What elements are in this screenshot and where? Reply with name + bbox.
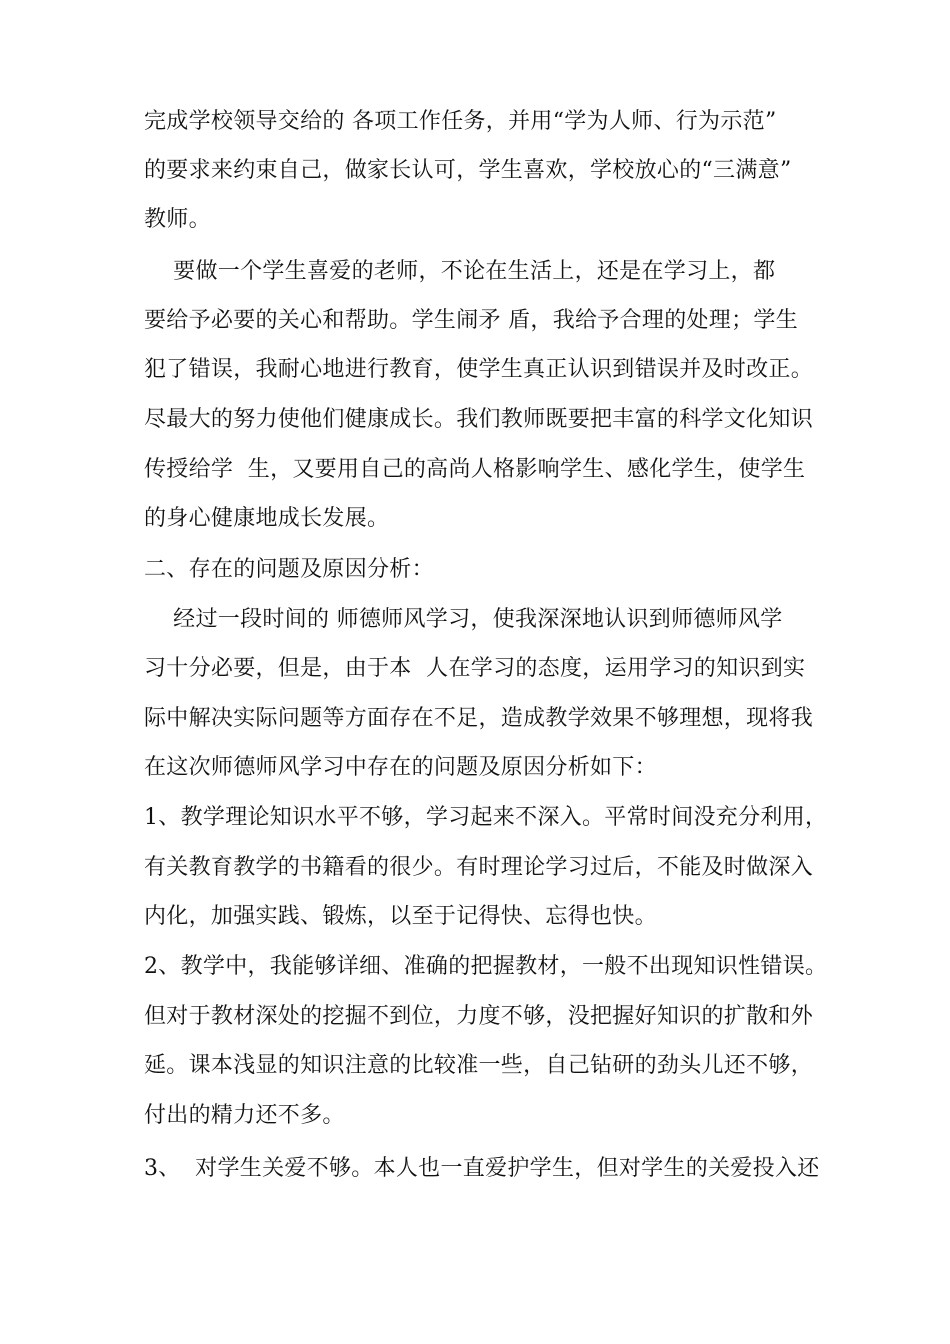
section-heading: 二、存在的问题及原因分析： — [144, 557, 434, 582]
text-line: 完成学校领导交给的 各项工作任务，并用“学为人师、行为示范” — [144, 109, 777, 134]
text-line: 的要求来约束自己，做家长认可，学生喜欢，学校放心的“三满意” — [144, 158, 792, 183]
text-line: 1、教学理论知识水平不够，学习起来不深入。平常时间没充分利用， — [144, 805, 828, 830]
text-line: 经过一段时间的 师德师风学习，使我深深地认识到师德师风学 — [144, 607, 783, 632]
text-line: 付出的精力还不多。 — [144, 1103, 345, 1128]
text-line: 教师。 — [144, 207, 211, 232]
text-line: 传授给学 生，又要用自己的高尚人格影响学生、感化学生，使学生 — [144, 457, 806, 482]
text-line: 内化，加强实践、锻炼，以至于记得快、忘得也快。 — [144, 904, 657, 929]
text-line: 3、 对学生关爱不够。本人也一直爱护学生，但对学生的关爱投入还 — [144, 1156, 820, 1181]
text-line: 尽最大的努力使他们健康成长。我们教师既要把丰富的科学文化知识 — [144, 407, 814, 432]
text-line: 要给予必要的关心和帮助。学生闹矛 盾，我给予合理的处理；学生 — [144, 308, 798, 333]
text-line: 要做一个学生喜爱的老师，不论在生活上，还是在学习上，都 — [144, 259, 776, 284]
text-line: 延。课本浅显的知识注意的比较准一些，自己钻研的劲头儿还不够， — [144, 1053, 814, 1078]
text-line: 习十分必要，但是，由于本 人在学习的态度，运用学习的知识到实 — [144, 656, 806, 681]
text-line: 际中解决实际问题等方面存在不足，造成教学效果不够理想，现将我 — [144, 706, 814, 731]
text-line: 但对于教材深处的挖掘不到位，力度不够，没把握好知识的扩散和外 — [144, 1004, 814, 1029]
text-line: 2、教学中，我能够详细、准确的把握教材，一般不出现知识性错误。 — [144, 954, 828, 979]
text-line: 在这次师德师风学习中存在的问题及原因分析如下： — [144, 755, 657, 780]
text-line: 有关教育教学的书籍看的很少。有时理论学习过后，不能及时做深入 — [144, 855, 814, 880]
text-line: 犯了错误，我耐心地进行教育，使学生真正认识到错误并及时改正。 — [144, 357, 814, 382]
text-line: 的身心健康地成长发展。 — [144, 506, 390, 531]
